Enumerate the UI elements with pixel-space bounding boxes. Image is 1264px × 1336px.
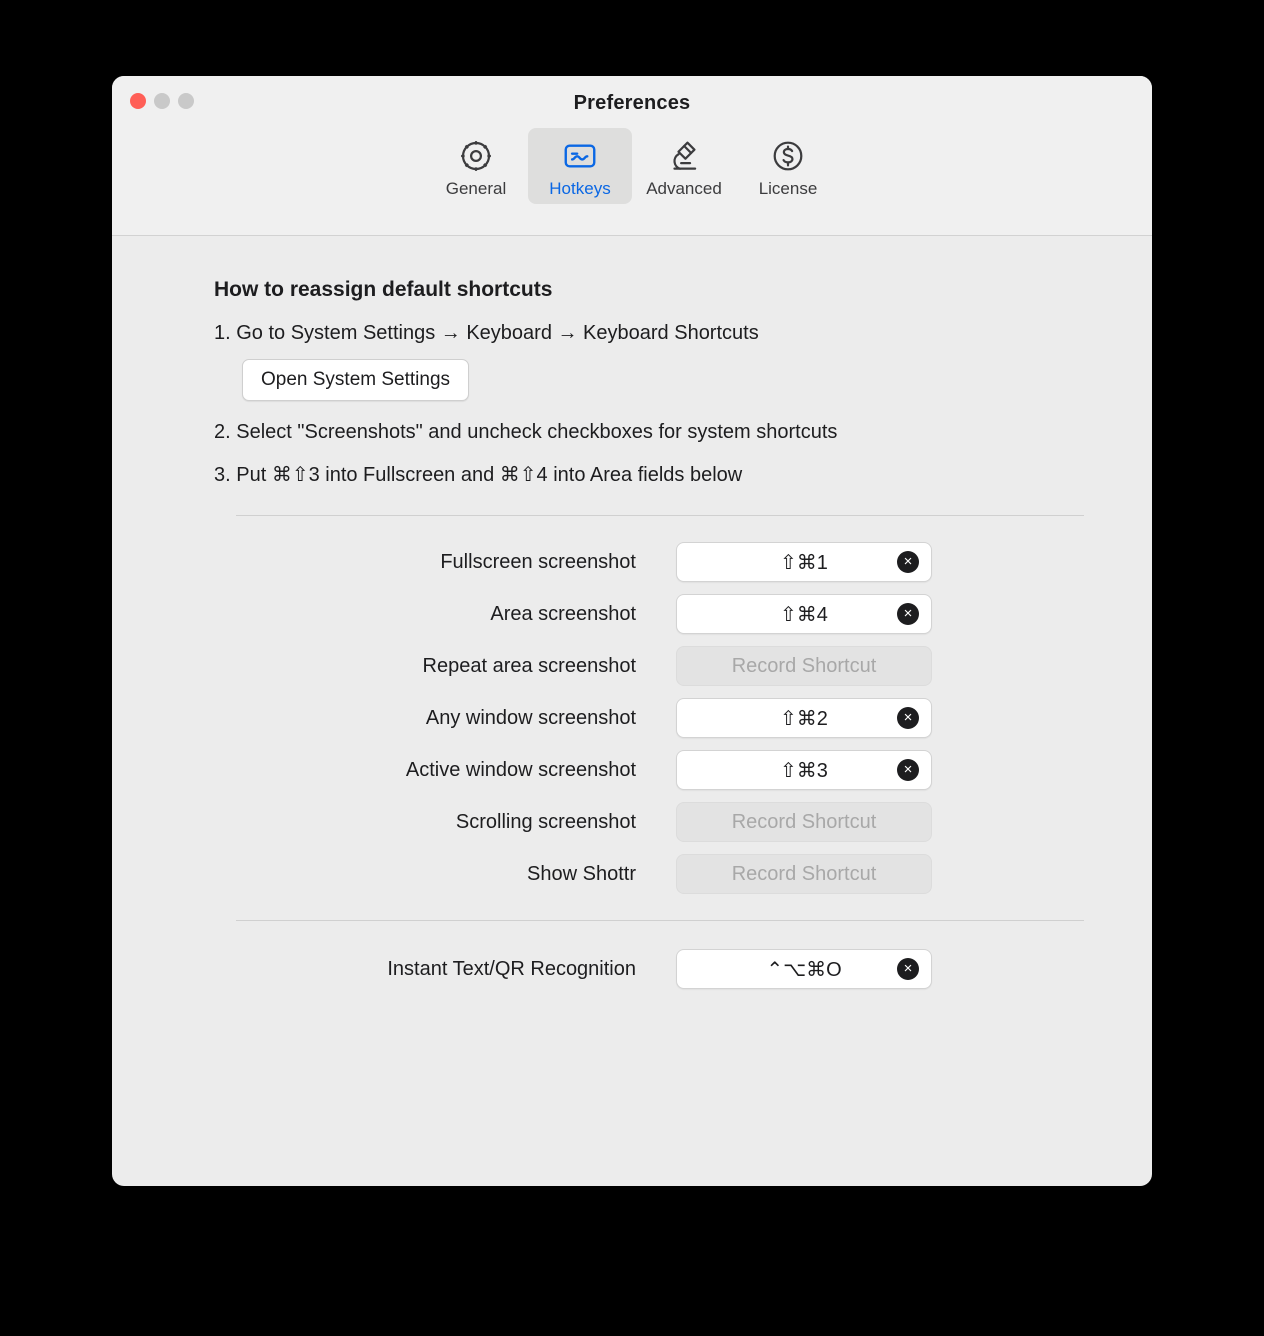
divider-top: [236, 515, 1084, 516]
hotkey-row-any-window-screenshot: [176, 698, 1088, 738]
hotkey-field-repeat-area-screenshot[interactable]: [676, 646, 932, 686]
hotkey-field-scrolling-screenshot[interactable]: [676, 802, 932, 842]
window-title: Preferences: [573, 92, 691, 114]
howto-step-3: 3. Put ⌘⇧3 into Fullscreen and ⌘⇧4 into Area fields below: [214, 464, 743, 486]
tab-license[interactable]: [736, 128, 840, 204]
hotkey-list: [176, 542, 1088, 894]
tab-hotkeys[interactable]: [528, 128, 632, 204]
hotkey-label: Scrolling screenshot: [455, 810, 636, 833]
open-system-settings-button[interactable]: Open System Settings: [242, 359, 469, 401]
hotkey-row-fullscreen-screenshot: [176, 542, 1088, 582]
title-bar: [112, 76, 1152, 236]
hotkey-placeholder: Record Shortcut: [731, 654, 877, 677]
gear-icon: [457, 136, 495, 176]
hotkey-placeholder: Record Shortcut: [731, 862, 877, 885]
keyboard-icon: [561, 136, 599, 176]
preferences-window: [112, 76, 1152, 1186]
howto-step-1: 1. Go to System Settings → Keyboard → Keyboard Shortcuts: [214, 322, 759, 344]
howto-title: How to reassign default shortcuts: [214, 278, 553, 301]
hotkey-row-show-shottr: [176, 854, 1088, 894]
hotkey-label: Area screenshot: [490, 602, 636, 625]
clear-shortcut-icon[interactable]: ×: [897, 759, 919, 781]
hotkey-field-show-shottr[interactable]: [676, 854, 932, 894]
hotkey-label: Show Shottr: [527, 862, 636, 885]
hotkey-label: Fullscreen screenshot: [440, 550, 636, 573]
hotkey-value: ⇧⌘2: [780, 707, 828, 730]
divider-bottom: [236, 920, 1084, 921]
tab-general-label: General: [445, 179, 507, 198]
hotkey-field-fullscreen-screenshot[interactable]: [676, 542, 932, 582]
hotkey-label: Repeat area screenshot: [422, 654, 636, 677]
hotkey-field-active-window-screenshot[interactable]: [676, 750, 932, 790]
hotkey-row-instant-text-qr-recognition: [176, 949, 1088, 989]
hotkey-value: ⇧⌘4: [780, 603, 828, 626]
tab-license-label: License: [758, 179, 818, 198]
hotkey-row-scrolling-screenshot: [176, 802, 1088, 842]
clear-shortcut-icon[interactable]: ×: [897, 603, 919, 625]
clear-shortcut-icon[interactable]: ×: [897, 707, 919, 729]
tab-advanced[interactable]: [632, 128, 736, 204]
hotkey-field-instant-text-qr-recognition[interactable]: [676, 949, 932, 989]
hotkey-label: Any window screenshot: [425, 706, 636, 729]
hotkey-label: Instant Text/QR Recognition: [387, 957, 636, 980]
microscope-icon: [665, 136, 703, 176]
hotkey-row-active-window-screenshot: [176, 750, 1088, 790]
hotkey-value: ⇧⌘1: [780, 551, 828, 574]
hotkey-label: Active window screenshot: [405, 758, 636, 781]
open-system-settings-wrap: [242, 359, 1088, 401]
hotkey-value: ⌃⌥⌘O: [766, 958, 842, 981]
clear-shortcut-icon[interactable]: ×: [897, 958, 919, 980]
hotkey-placeholder: Record Shortcut: [731, 810, 877, 833]
howto-step-2: 2. Select "Screenshots" and uncheck checkboxes for system shortcuts: [214, 421, 838, 443]
hotkeys-panel: [112, 278, 1152, 989]
tab-hotkeys-label: Hotkeys: [549, 179, 611, 198]
hotkey-value: ⇧⌘3: [780, 759, 828, 782]
hotkey-field-any-window-screenshot[interactable]: [676, 698, 932, 738]
clear-shortcut-icon[interactable]: ×: [897, 551, 919, 573]
hotkey-field-area-screenshot[interactable]: [676, 594, 932, 634]
tab-general[interactable]: [424, 128, 528, 204]
preferences-tabs: [112, 128, 1152, 204]
hotkey-row-area-screenshot: [176, 594, 1088, 634]
tab-advanced-label: Advanced: [646, 179, 722, 198]
dollar-icon: [769, 136, 807, 176]
hotkey-row-repeat-area-screenshot: [176, 646, 1088, 686]
